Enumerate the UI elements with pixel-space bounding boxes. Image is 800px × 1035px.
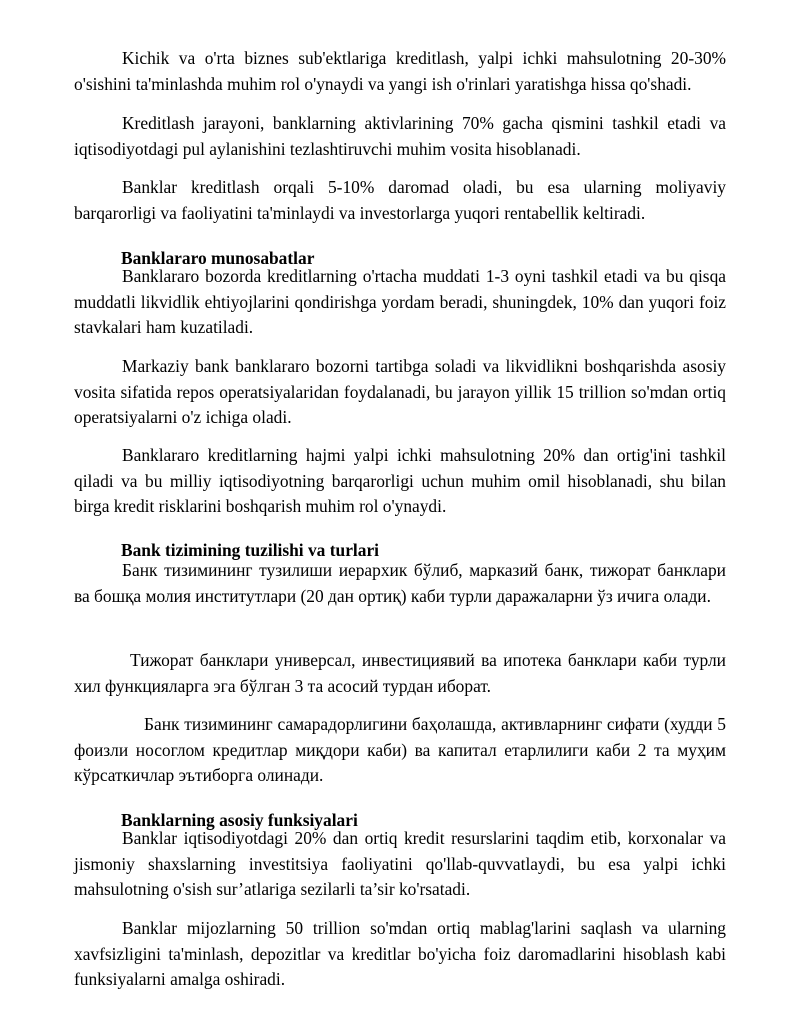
- paragraph-commercial-bank-types: Тижорат банклари универсал, инвестициявий ва ипотека банклари каби турли хил функцияларга эга бўлган 3 та асосий турдан иборат.: [74, 650, 726, 696]
- paragraph-central-bank-repo: Markaziy bank banklararo bozorni tartibga soladi va likvidlikni boshqarishda asosiy vosita sifatida repos operatsiyalaridan foydalanadi, bu jarayon yillik 15 trillion so'mdan ortiq operatsiyalarni o'z ichiga oladi.: [74, 356, 726, 427]
- paragraph-deposit-functions: Banklar mijozlarning 50 trillion so'mdan ortiq mablag'larini saqlash va ularning xavfsizligini ta'minlash, depozitlar va kreditlar bo'yicha foiz daromadlarini hisoblash kabi funksiyalarni amalga oshiradi.: [74, 918, 726, 989]
- section-heading-interbank: Banklararo munosabatlar: [121, 248, 315, 268]
- paragraph-lending-process: Kreditlash jarayoni, banklarning aktivlarining 70% gacha qismini tashkil etadi va iqtisodiyotdagi pul aylanishini tezlashtiruvchi muhim vosita hisoblanadi.: [74, 113, 726, 159]
- paragraph-bank-income: Banklar kreditlash orqali 5-10% daromad oladi, bu esa ularning moliyaviy barqarorligi va faoliyatini ta'minlaydi va investorlarga yuqori rentabellik keltiradi.: [74, 177, 726, 223]
- paragraph-interbank-volume: Banklararo kreditlarning hajmi yalpi ichki mahsulotning 20% dan ortig'ini tashkil qiladi va bu milliy iqtisodiyotning barqarorligi uchun muhim omil hisoblanadi, shu bilan birga kredit risklarini boshqarish muhim rol o'ynaydi.: [74, 445, 726, 516]
- section-heading-bank-functions: Banklarning asosiy funksiyalari: [121, 810, 358, 830]
- section-heading-bank-structure: Bank tizimining tuzilishi va turlari: [121, 540, 379, 560]
- paragraph-sme-lending: Kichik va o'rta biznes sub'ektlariga kreditlash, yalpi ichki mahsulotning 20-30% o'sishini ta'minlashda muhim rol o'ynaydi va yangi ish o'rinlari yaratishga hissa qo'shadi.: [74, 48, 726, 94]
- paragraph-bank-hierarchy: Банк тизимининг тузилиши иерархик бўлиб, марказий банк, тижорат банклари ва бошқа молия институтлари (20 дан ортиқ) каби турли даражаларни ўз ичига олади.: [74, 560, 726, 606]
- paragraph-interbank-terms: Banklararo bozorda kreditlarning o'rtacha muddati 1-3 oyni tashkil etadi va bu qisqa muddatli likvidlik ehtiyojlarini qondirishga yordam beradi, shuningdek, 10% dan yuqori foiz stavkalari ham kuzatiladi.: [74, 266, 726, 337]
- paragraph-credit-resources: Banklar iqtisodiyotdagi 20% dan ortiq kredit resurslarini taqdim etib, korxonalar va jismoniy shaxslarning investitsiya faoliyatini qo'llab-quvvatlaydi, bu esa yalpi ichki mahsulotning o'sish sur’atlariga sezilarli ta’sir ko'rsatadi.: [74, 828, 726, 899]
- paragraph-efficiency-indicators: Банк тизимининг самарадорлигини баҳолашда, активларнинг сифати (худди 5 фоизли носоглом кредитлар миқдори каби) ва капитал етарлилиги каби 2 та муҳим кўрсаткичлар эътиборга олинади.: [74, 714, 726, 785]
